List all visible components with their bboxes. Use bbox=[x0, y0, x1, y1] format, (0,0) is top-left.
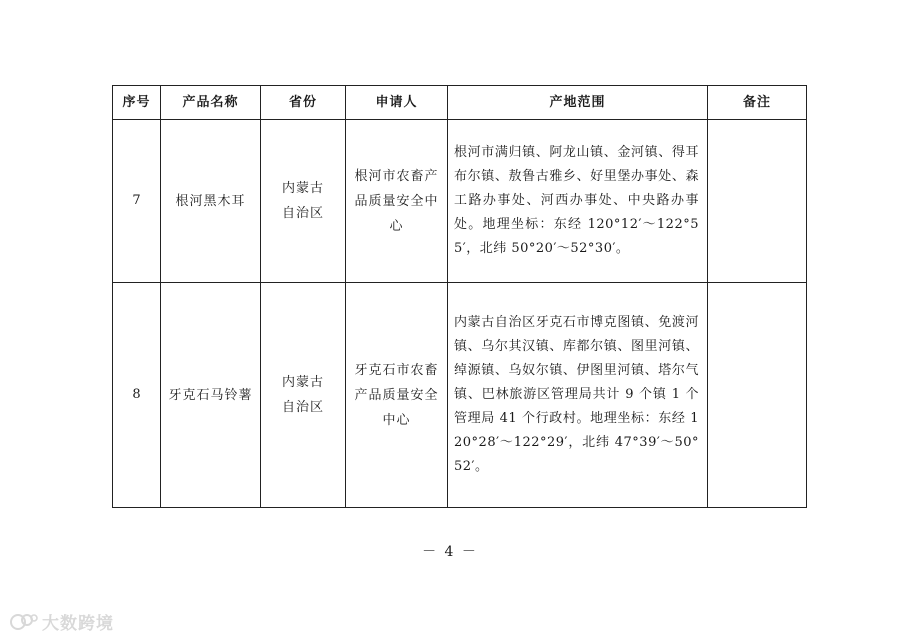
header-province: 省份 bbox=[261, 86, 346, 120]
cell-province: 内蒙古自治区 bbox=[261, 120, 346, 283]
header-applicant: 申请人 bbox=[346, 86, 448, 120]
speech-bubble-logo-icon bbox=[10, 612, 38, 632]
header-serial: 序号 bbox=[113, 86, 161, 120]
header-remarks: 备注 bbox=[708, 86, 807, 120]
header-product-name: 产品名称 bbox=[161, 86, 261, 120]
product-table bbox=[112, 85, 807, 508]
table-row bbox=[113, 283, 807, 508]
header-origin-range: 产地范围 bbox=[448, 86, 708, 120]
cell-remarks bbox=[708, 120, 807, 283]
table-header-row bbox=[113, 86, 807, 120]
cell-serial: 8 bbox=[113, 283, 161, 508]
watermark-text: 大数跨境 bbox=[42, 614, 114, 634]
cell-applicant: 牙克石市农畜产品质量安全中心 bbox=[346, 283, 448, 508]
cell-product-name: 根河黑木耳 bbox=[161, 120, 261, 283]
cell-applicant: 根河市农畜产品质量安全中心 bbox=[346, 120, 448, 283]
page-number: － 4 － bbox=[422, 544, 478, 560]
table-row bbox=[113, 120, 807, 283]
cell-remarks bbox=[708, 283, 807, 508]
cell-product-name: 牙克石马铃薯 bbox=[161, 283, 261, 508]
cell-serial: 7 bbox=[113, 120, 161, 283]
cell-province: 内蒙古自治区 bbox=[261, 283, 346, 508]
cell-origin-range: 根河市满归镇、阿龙山镇、金河镇、得耳布尔镇、敖鲁古雅乡、好里堡办事处、森工路办事处、河西办事处、中央路办事处。地理坐标：东经 120°12′～122°55′，北纬 50°20′～52°30′。 bbox=[448, 120, 708, 283]
cell-origin-range: 内蒙古自治区牙克石市博克图镇、免渡河镇、乌尔其汉镇、库都尔镇、图里河镇、绰源镇、乌奴尔镇、伊图里河镇、塔尔气镇、巴林旅游区管理局共计 9 个镇 1 个管理局 41 个行政村。地理坐标：东经 120°28′～122°29′，北纬 47°39′～50°52′。 bbox=[448, 283, 708, 508]
watermark bbox=[10, 609, 114, 634]
